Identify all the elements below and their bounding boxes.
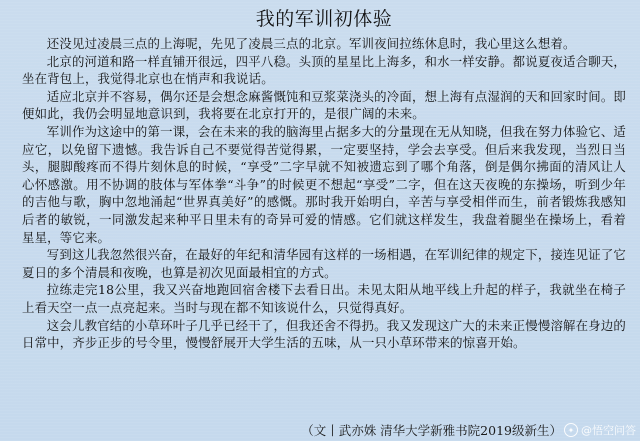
author-credit: （文丨武亦姝 清华大学新雅书院2019级新生）	[301, 423, 562, 438]
paragraph: 拉练走完18公里，我又兴奋地跑回宿舍楼下去看日出。未见太阳从地平线上升起的样子，我就坐在椅子上看天空一点一点亮起来。当时与现在都不知该说什么，只觉得真好。	[22, 282, 626, 315]
paragraph: 这会儿教官结的小草环叶子几乎已经干了，但我还舍不得扔。我又发现这广大的未来正慢慢溶解在身边的日常中，齐步正步的号令里，慢慢舒展开大学生活的五味，从一只小草环带来的惊喜开始。	[22, 317, 626, 351]
watermark-text: @悟空问答	[581, 424, 636, 437]
paragraph: 适应北京并不容易，偶尔还是会想念麻酱慨饨和豆浆菜浇头的冷面，想上海有点湿润的天和回家时间。即便如此，我仍会明显地意识到，我将要在北京打开的，是很广阔的未来。	[22, 88, 626, 122]
paragraph: 北京的河道和路一样直铺开很远，四平八稳。头顶的星星比上海多，和水一样安静。都说夏夜适合聊天，坐在背包上，我觉得北京也在悄声和我说话。	[22, 53, 626, 87]
paragraph: 写到这儿我忽然很兴奋，在最好的年纪和清华园有这样的一场相遇，在军训纪律的规定下，接连见证了它夏日的多个清晨和夜晚，也算是初次见面最相宜的方式。	[22, 247, 626, 280]
wukong-logo-icon: ✦	[564, 423, 578, 437]
document-body	[22, 35, 626, 352]
paragraph: 还没见过凌晨三点的上海呢，先见了凌晨三点的北京。军训夜间拉练休息时，我心里这么想着。	[46, 36, 576, 51]
paragraph: 军训作为这途中的第一课，会在未来的我的脑海里占据多大的分量现在无从知晓，但我在努力体验它、适应它，以免留下遗憾。我告诉自己不要觉得苦觉得累，一定要坚持，学会去享受。但后来我发现，当烈日当头，腿脚酸疼而不得片刻休息的时候，“享受”二字早就不知被遗忘到了哪个角落，倒是偶尔拂面的清风让人心怀感激。用不协调的肢体与军体拳“斗争”的时候更不想起“享受”二字，但在这天夜晚的东操场，听到少年的吉他与歌，胸中忽地涌起“世界真美好”的感慨。那时我开始明白，辛苦与享受相伴而生，前者锻炼我感知后者的敏锐，一同激发起来种平日里未有的奇异可爱的情感。它们就这样发生，我盘着腿坐在操场上，看着星星，等它来。	[22, 123, 626, 245]
document-title: 我的军训初体验	[255, 8, 393, 30]
watermark	[564, 422, 636, 438]
